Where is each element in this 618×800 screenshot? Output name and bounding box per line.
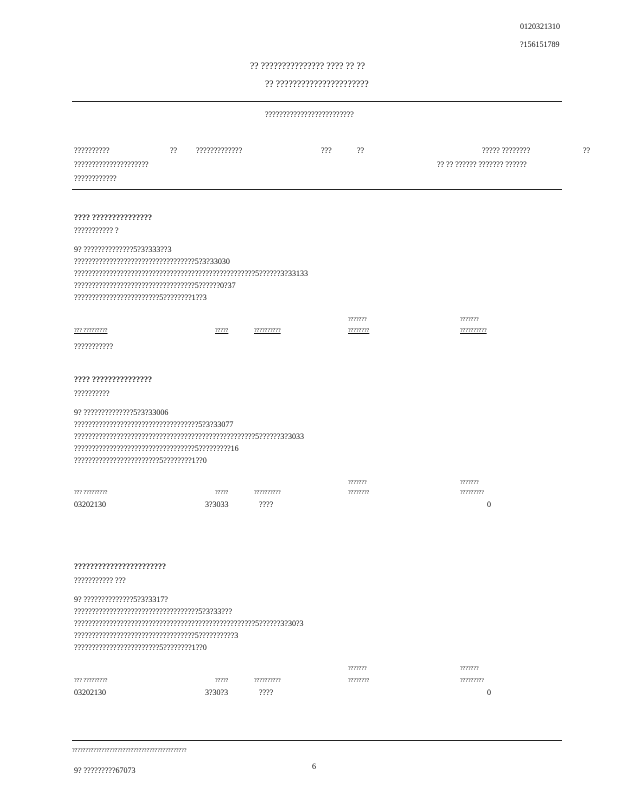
info-value: ????????????????????? — [74, 160, 149, 169]
record-line: ??????????????????????????????????5??????????3 — [74, 631, 239, 640]
record-mark: ???? — [259, 688, 274, 697]
section-caption: ????????????????????????? — [265, 110, 354, 119]
record-amount: 0 — [487, 688, 491, 697]
info-label: ?? — [357, 146, 365, 155]
record-line: ????????????????????????5????????1??3 — [74, 293, 207, 302]
record-subheading: ?????????? — [74, 389, 110, 398]
footer-divider — [72, 740, 562, 741]
column-header: ?????????? — [460, 328, 487, 334]
record-line: ???????????????????????????????????????????????????5??????3?30?3 — [74, 619, 304, 628]
column-header: ?????????? — [254, 490, 281, 496]
record-line: ????????????????????????5????????1??0 — [74, 456, 207, 465]
column-header: ??? ????????? — [74, 328, 108, 334]
info-label: ?? — [170, 146, 178, 155]
record-heading: ??????????????????????? — [74, 562, 166, 571]
column-header: ??? ????????? — [74, 490, 108, 496]
record-heading: ???? ??????????????? — [74, 213, 152, 222]
record-line: ??????????????????????????????????5?3?33030 — [74, 257, 230, 266]
column-header: ????? — [215, 328, 229, 334]
record-heading: ???? ??????????????? — [74, 375, 152, 384]
column-header: ??????? — [348, 480, 367, 486]
record-line: ???????????????????????????????????5?3?33077 — [74, 420, 234, 429]
column-header: ??????? — [348, 317, 367, 323]
info-divider — [72, 189, 562, 190]
info-value: ?? ?? ?????? ??????? ?????? — [437, 160, 527, 169]
footnote: 9? ?????????67073 — [74, 766, 136, 775]
column-header: ????????? — [460, 490, 484, 496]
column-header: ???????? — [348, 490, 370, 496]
record-trailer: ??????????? — [74, 342, 114, 351]
reference-number: 0120321310 — [520, 22, 560, 31]
document-title: ?? ??????????????? ???? ?? ?? — [250, 62, 365, 72]
record-amount: 0 — [487, 500, 491, 509]
record-date: 03202130 — [74, 688, 106, 697]
record-code: 3?3033 — [205, 500, 229, 509]
record-line: ???????????????????????????????????????????????????5??????3?3033 — [74, 432, 304, 441]
footer-note: ??????????????????????????????????????????? — [72, 748, 187, 754]
record-line: 9? ??????????????5?3?33006 — [74, 408, 169, 417]
info-value: ????????????? — [196, 146, 243, 155]
record-code: 3?30?3 — [205, 688, 229, 697]
record-line: 9? ??????????????5?3?333??3 — [74, 245, 172, 254]
record-line: ???????????????????????????????????????????????????5??????3?33133 — [74, 269, 308, 278]
column-header: ????????? — [460, 678, 484, 684]
column-header: ??????? — [460, 317, 479, 323]
column-header: ?????????? — [254, 678, 281, 684]
column-header: ???????? — [348, 328, 370, 334]
record-date: 03202130 — [74, 500, 106, 509]
column-header: ?????????? — [254, 328, 281, 334]
page-number: 6 — [312, 762, 316, 771]
info-label: ?? — [583, 146, 591, 155]
column-header: ??????? — [460, 666, 479, 672]
reference-code: ?156151789 — [520, 40, 560, 49]
title-divider — [72, 101, 562, 102]
record-subheading: ??????????? ? — [74, 226, 119, 235]
record-line: ???????????????????????????????????5?3?33??? — [74, 607, 233, 616]
column-header: ??????? — [348, 666, 367, 672]
record-line: ??????????????????????????????????5??????0?37 — [74, 281, 236, 290]
info-value: ????? ???????? — [482, 146, 531, 155]
column-header: ???????? — [348, 678, 370, 684]
record-line: ????????????????????????5????????1??0 — [74, 643, 207, 652]
record-line: 9? ??????????????5?3?3317? — [74, 595, 168, 604]
record-line: ??????????????????????????????????5?????????16 — [74, 444, 239, 453]
record-mark: ???? — [259, 500, 274, 509]
info-value: ???????????? — [74, 174, 117, 183]
info-label: ??? — [321, 146, 332, 155]
record-subheading: ??????????? ??? — [74, 576, 126, 585]
column-header: ????? — [215, 678, 229, 684]
column-header: ????? — [215, 490, 229, 496]
document-subtitle: ?? ?????????????????????? — [265, 80, 369, 90]
info-label: ?????????? — [74, 146, 110, 155]
column-header: ??? ????????? — [74, 678, 108, 684]
column-header: ??????? — [460, 480, 479, 486]
